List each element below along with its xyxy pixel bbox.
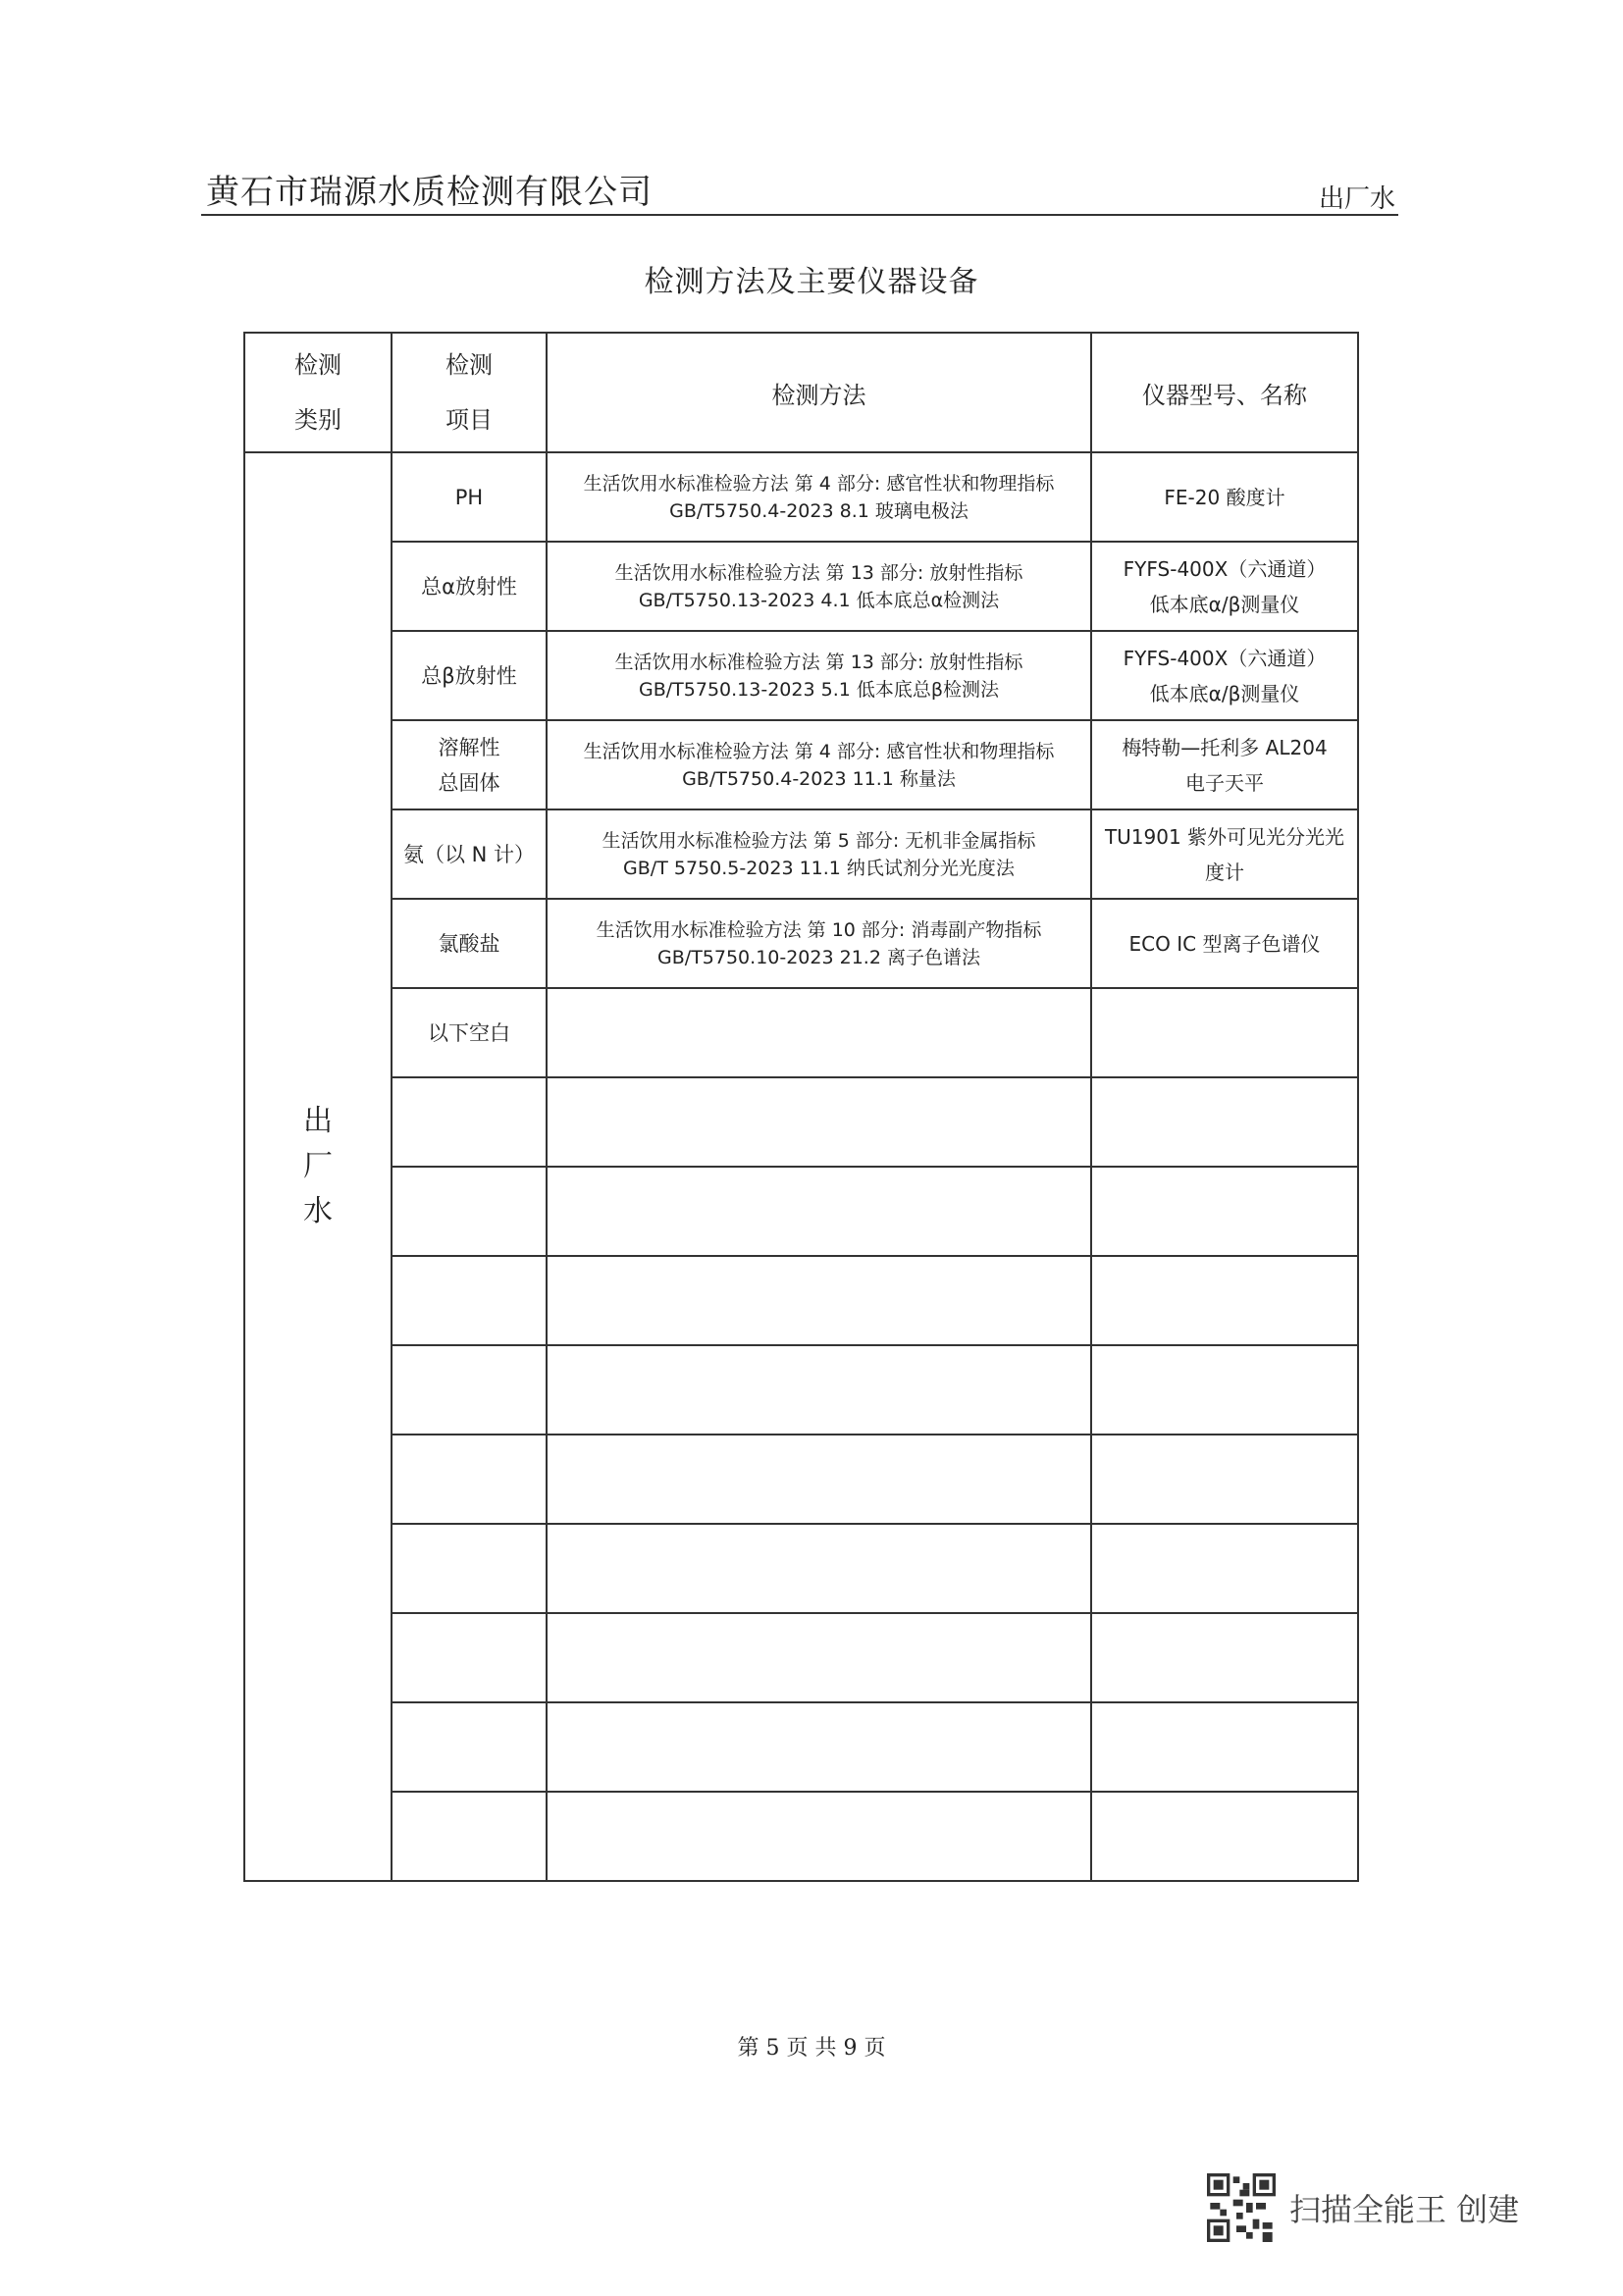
item-cell (392, 720, 547, 809)
item-cell (392, 988, 547, 1077)
table-row (244, 542, 1358, 631)
header-category-column (244, 333, 392, 452)
instrument-cell (1091, 1345, 1358, 1435)
instrument-cell (1091, 809, 1358, 899)
method-cell-line: 生活饮用水标准检验方法 第 4 部分: 感官性状和物理指标 (583, 740, 1055, 762)
item-cell (392, 1345, 547, 1435)
instrument-cell (1091, 899, 1358, 988)
instrument-cell (1091, 1613, 1358, 1702)
item-cell-line: 氯酸盐 (438, 931, 500, 956)
item-cell (392, 631, 547, 720)
table-row (244, 1077, 1358, 1167)
instrument-cell (1091, 720, 1358, 809)
table-row (244, 1524, 1358, 1613)
table-row (244, 1792, 1358, 1881)
category-char: 水 (303, 1194, 333, 1228)
category-char: 出 (303, 1104, 333, 1138)
instrument-cell (1091, 631, 1358, 720)
table-row (244, 1345, 1358, 1435)
method-cell (547, 988, 1091, 1077)
company-name: 黄石市瑞源水质检测有限公司 (206, 173, 653, 212)
method-cell-line: 生活饮用水标准检验方法 第 4 部分: 感官性状和物理指标 (583, 472, 1055, 495)
item-cell (392, 1077, 547, 1167)
item-cell-line: 氨（以 N 计） (402, 842, 536, 866)
table-row (244, 1167, 1358, 1256)
instrument-cell (1091, 1524, 1358, 1613)
method-cell (547, 1345, 1091, 1435)
instrument-cell (1091, 542, 1358, 631)
instrument-cell (1091, 1792, 1358, 1881)
instrument-cell-line: 梅特勒—托利多 AL204 (1122, 735, 1328, 759)
method-cell (547, 1792, 1091, 1881)
instrument-cell-line: 度计 (1205, 860, 1244, 884)
item-cell (392, 899, 547, 988)
table-body (244, 452, 1358, 1881)
header-instrument-column: 仪器型号、名称 (1091, 333, 1358, 452)
methods-table (243, 332, 1359, 1882)
item-cell (392, 1435, 547, 1524)
instrument-cell (1091, 1435, 1358, 1524)
header-item-line: 项目 (445, 406, 493, 434)
method-cell (547, 899, 1091, 988)
table-row (244, 1435, 1358, 1524)
table-row (244, 809, 1358, 899)
method-cell (547, 1524, 1091, 1613)
item-cell (392, 542, 547, 631)
header-divider (201, 214, 1398, 216)
method-cell-line: GB/T5750.10-2023 21.2 离子色谱法 (657, 946, 980, 968)
category-char: 厂 (303, 1149, 333, 1183)
instrument-cell-line: FYFS-400X（六通道） (1123, 556, 1327, 581)
table-row (244, 631, 1358, 720)
method-cell-line: 生活饮用水标准检验方法 第 10 部分: 消毒副产物指标 (596, 918, 1042, 941)
instrument-cell-line: ECO IC 型离子色谱仪 (1128, 931, 1321, 956)
method-cell-line: 生活饮用水标准检验方法 第 13 部分: 放射性指标 (614, 561, 1023, 584)
header-method-column: 检测方法 (547, 333, 1091, 452)
item-cell (392, 1256, 547, 1345)
table-row (244, 1702, 1358, 1792)
header-item-line: 检测 (445, 351, 493, 379)
category-cell (244, 452, 392, 1881)
method-cell (547, 1702, 1091, 1792)
instrument-cell-line: FE-20 酸度计 (1164, 485, 1285, 509)
instrument-cell (1091, 1256, 1358, 1345)
method-cell (547, 1613, 1091, 1702)
table-row (244, 899, 1358, 988)
page-number: 第 5 页 共 9 页 (737, 2036, 886, 2061)
scanner-watermark (1207, 2172, 1519, 2243)
table-row (244, 720, 1358, 809)
method-cell (547, 1435, 1091, 1524)
item-cell (392, 1702, 547, 1792)
method-cell-line: GB/T5750.13-2023 5.1 低本底总β检测法 (639, 678, 999, 701)
instrument-cell (1091, 1077, 1358, 1167)
header-category: 出厂水 (1318, 184, 1395, 214)
table-row (244, 452, 1358, 542)
method-cell (547, 542, 1091, 631)
instrument-cell-line: 电子天平 (1185, 770, 1264, 795)
table-header-row (244, 333, 1358, 452)
document-title: 检测方法及主要仪器设备 (644, 265, 979, 299)
method-cell-line: GB/T5750.4-2023 11.1 称量法 (682, 767, 956, 790)
table-row (244, 1256, 1358, 1345)
item-cell (392, 1613, 547, 1702)
watermark-text: 扫描全能王 创建 (1289, 2191, 1520, 2228)
item-cell-line: 总固体 (438, 770, 500, 795)
method-cell (547, 1167, 1091, 1256)
qr-code-icon (1207, 2173, 1276, 2242)
method-cell-line: 生活饮用水标准检验方法 第 13 部分: 放射性指标 (614, 651, 1023, 673)
method-cell-line: 生活饮用水标准检验方法 第 5 部分: 无机非金属指标 (602, 829, 1036, 852)
header-category-line: 类别 (294, 406, 341, 434)
table-row (244, 1613, 1358, 1702)
item-cell-line: 总β放射性 (421, 663, 517, 688)
instrument-cell (1091, 988, 1358, 1077)
method-cell (547, 1256, 1091, 1345)
instrument-cell-line: 低本底α/β测量仪 (1149, 681, 1300, 705)
method-cell (547, 452, 1091, 542)
item-cell (392, 1792, 547, 1881)
method-cell (547, 631, 1091, 720)
item-cell-line: 总α放射性 (421, 574, 517, 599)
item-cell-line: 溶解性 (438, 735, 500, 759)
item-cell-line: 以下空白 (428, 1020, 510, 1045)
instrument-cell-line: FYFS-400X（六通道） (1123, 646, 1327, 670)
table-row (244, 988, 1358, 1077)
method-cell-line: GB/T5750.4-2023 8.1 玻璃电极法 (669, 499, 969, 522)
item-cell (392, 809, 547, 899)
instrument-cell-line: TU1901 紫外可见光分光光 (1104, 824, 1345, 849)
item-cell (392, 452, 547, 542)
method-cell (547, 720, 1091, 809)
header-category-line: 检测 (294, 351, 341, 379)
item-cell-line: PH (454, 485, 484, 509)
instrument-cell-line: 低本底α/β测量仪 (1149, 592, 1300, 616)
header-item-column (392, 333, 547, 452)
instrument-cell (1091, 1167, 1358, 1256)
item-cell (392, 1524, 547, 1613)
method-cell-line: GB/T5750.13-2023 4.1 低本底总α检测法 (638, 589, 1000, 611)
method-cell (547, 1077, 1091, 1167)
item-cell (392, 1167, 547, 1256)
method-cell-line: GB/T 5750.5-2023 11.1 纳氏试剂分光光度法 (623, 857, 1015, 879)
method-cell (547, 809, 1091, 899)
instrument-cell (1091, 1702, 1358, 1792)
instrument-cell (1091, 452, 1358, 542)
